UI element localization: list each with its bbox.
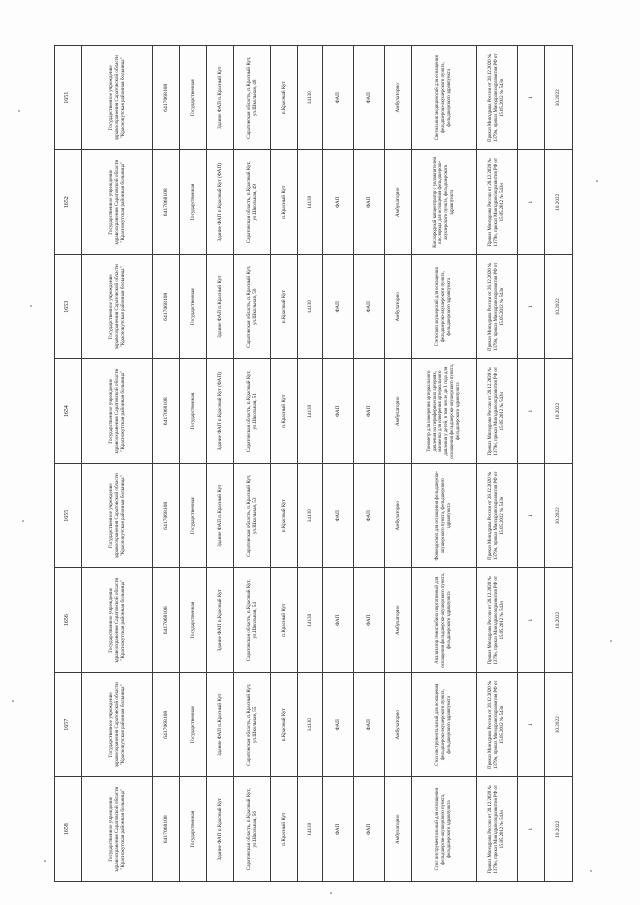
organization-name-cell: Государственное учреждение здравоохранения Саратовской области "Краснокутская районная больница" <box>82 255 153 360</box>
table-row-inn-number <box>153 46 180 882</box>
code-cell: 14130 <box>298 568 323 673</box>
locality-cell: п.Красный Кут <box>271 464 298 569</box>
address-cell: Саратовская область, п.Красный Кут, ул.Школьная, 54 <box>234 568 271 673</box>
table-row-quantity <box>518 46 545 882</box>
date-cell: 10.2022 <box>545 777 573 882</box>
inn-number-cell: 6417068108 <box>153 568 180 673</box>
organization-name-cell: Государственное учреждение здравоохранения Саратовской области "Краснокутская районная больница" <box>82 568 153 673</box>
table-row-regulation <box>477 46 518 882</box>
table-row-ownership-type <box>180 46 207 882</box>
care-kind-cell: Амбулаторно <box>385 46 412 151</box>
quantity-cell: 1 <box>518 464 545 569</box>
facility-subtype-cell: ФАП <box>354 359 385 464</box>
table-row-building-name <box>207 46 234 882</box>
regulation-cell: Приказ Минздрава России от 28.12.2020 № 1379н, приказ Минздравсоцразвития РФ от 15.05.2012 № 543н <box>477 777 518 882</box>
regulation-cell: Приказ Минздрава России от 28.12.2020 № 1379н, приказ Минздравсоцразвития РФ от 15.05.2012 № 543н <box>477 46 518 151</box>
equipment-description-cell: Фонендоскоп для оснащения фельдшерско-акушерского пункта, фельдшерского здравпункта <box>412 464 477 569</box>
address-cell: Саратовская область, п.Красный Кут, ул.Школьная, 48 <box>234 46 271 151</box>
building-name-cell: Здание ФАП п.Красный Кут (ФАП) <box>207 150 234 255</box>
care-kind-cell: Амбулаторно <box>385 150 412 255</box>
record-number-cell: 1655 <box>55 464 82 569</box>
facility-subtype-cell: ФАП <box>354 150 385 255</box>
date-cell: 10.2022 <box>545 568 573 673</box>
facility-type-cell: ФАП <box>323 464 354 569</box>
inn-number-cell: 6417068108 <box>153 150 180 255</box>
inn-number-cell: 6417068108 <box>153 359 180 464</box>
building-name-cell: Здание ФАП п.Красный Кут <box>207 673 234 778</box>
inn-number-cell: 6417068108 <box>153 255 180 360</box>
care-kind-cell: Амбулаторно <box>385 673 412 778</box>
quantity-cell: 1 <box>518 255 545 360</box>
code-cell: 14130 <box>298 673 323 778</box>
date-cell: 10.2022 <box>545 255 573 360</box>
record-number-cell: 1651 <box>55 46 82 151</box>
building-name-cell: Здание ФАП п.Красный Кут <box>207 568 234 673</box>
table-row-code <box>298 46 323 882</box>
address-cell: Саратовская область, п.Красный Кут, ул.Школьная, 53 <box>234 464 271 569</box>
facility-subtype-cell: ФАП <box>354 255 385 360</box>
care-kind-cell: Амбулаторно <box>385 464 412 569</box>
facility-type-cell: ФАП <box>323 150 354 255</box>
date-cell: 10.2022 <box>545 359 573 464</box>
code-cell: 14130 <box>298 150 323 255</box>
quantity-cell: 1 <box>518 46 545 151</box>
regulation-cell: Приказ Минздрава России от 28.12.2020 № 1379н, приказ Минздравсоцразвития РФ от 15.05.2012 № 543н <box>477 150 518 255</box>
facility-type-cell: ФАП <box>323 255 354 360</box>
scan-speck <box>330 892 332 894</box>
care-kind-cell: Амбулаторно <box>385 568 412 673</box>
locality-cell: п.Красный Кут <box>271 673 298 778</box>
locality-cell: п.Красный Кут <box>271 255 298 360</box>
care-kind-cell: Амбулаторно <box>385 255 412 360</box>
facility-subtype-cell: ФАП <box>354 777 385 882</box>
ownership-type-cell: Государственная <box>180 777 207 882</box>
equipment-description-cell: Анализатор гемоглобина портативный для оснащения фельдшерско-акушерского пункта, фельдшерского здравпункта <box>412 568 477 673</box>
inn-number-cell: 6417068108 <box>153 673 180 778</box>
regulation-cell: Приказ Минздрава России от 28.12.2020 № 1379н, приказ Минздравсоцразвития РФ от 15.05.2012 № 543н <box>477 464 518 569</box>
date-cell: 10.2022 <box>545 464 573 569</box>
record-number-cell: 1656 <box>55 568 82 673</box>
regulation-cell: Приказ Минздрава России от 28.12.2020 № 1379н, приказ Минздравсоцразвития РФ от 15.05.2012 № 543н <box>477 359 518 464</box>
regulation-cell: Приказ Минздрава России от 28.12.2020 № 1379н, приказ Минздравсоцразвития РФ от 15.05.2012 № 543н <box>477 255 518 360</box>
code-cell: 14130 <box>298 777 323 882</box>
quantity-cell: 1 <box>518 777 545 882</box>
address-cell: Саратовская область, п.Красный Кут, ул.Школьная, 49 <box>234 150 271 255</box>
rotated-table-viewport <box>54 45 562 882</box>
locality-cell: п.Красный Кут <box>271 568 298 673</box>
code-cell: 14130 <box>298 464 323 569</box>
code-cell: 14130 <box>298 46 323 151</box>
locality-cell: п.Красный Кут <box>271 46 298 151</box>
address-cell: Саратовская область, п.Красный Кут, ул.Школьная, 51 <box>234 359 271 464</box>
quantity-cell: 1 <box>518 359 545 464</box>
equipment-description-cell: Тонометр для измерения артериального давления на периферических артериях, манжетка для измерения артериального давления у детей, в том числе до 1 года для оснащения фельдшерско-акушерского пункта, фельдшерского здравпункта <box>412 359 477 464</box>
equipment-description-cell: Светильник медицинский для оснащения фельдшерско-акушерского пункта, фельдшерского здравпункта <box>412 46 477 151</box>
locality-cell: п.Красный Кут <box>271 359 298 464</box>
organization-name-cell: Государственное учреждение здравоохранения Саратовской области "Краснокутская районная больница" <box>82 464 153 569</box>
date-cell: 10.2022 <box>545 673 573 778</box>
date-cell: 10.2022 <box>545 46 573 151</box>
equipment-description-cell: Стол инструментальный для оснащения фельдшерско-акушерского пункта, фельдшерского здравпункта <box>412 777 477 882</box>
organization-name-cell: Государственное учреждение здравоохранения Саратовской области "Краснокутская районная больница" <box>82 777 153 882</box>
address-cell: Саратовская область, п.Красный Кут, ул.Школьная, 55 <box>234 673 271 778</box>
record-number-cell: 1652 <box>55 150 82 255</box>
care-kind-cell: Амбулаторно <box>385 359 412 464</box>
record-number-cell: 1657 <box>55 673 82 778</box>
table-row-record-number <box>55 46 82 882</box>
table-row-organization-name <box>82 46 153 882</box>
organization-name-cell: Государственное учреждение здравоохранения Саратовской области "Краснокутская районная больница" <box>82 46 153 151</box>
quantity-cell: 1 <box>518 568 545 673</box>
building-name-cell: Здание ФАП п.Красный Кут <box>207 777 234 882</box>
ownership-type-cell: Государственная <box>180 150 207 255</box>
equipment-description-cell: Стетоскоп акушерский для оснащения фельдшерско-акушерского пункта, фельдшерского здравпункта <box>412 255 477 360</box>
ownership-type-cell: Государственная <box>180 359 207 464</box>
equipment-table <box>54 45 573 882</box>
record-number-cell: 1654 <box>55 359 82 464</box>
facility-type-cell: ФАП <box>323 568 354 673</box>
care-kind-cell: Амбулаторно <box>385 777 412 882</box>
building-name-cell: Здание ФАП п.Красный Кут <box>207 46 234 151</box>
regulation-cell: Приказ Минздрава России от 28.12.2020 № 1379н, приказ Минздравсоцразвития РФ от 15.05.2012 № 543н <box>477 568 518 673</box>
scan-speck <box>22 520 24 522</box>
facility-subtype-cell: ФАП <box>354 46 385 151</box>
inn-number-cell: 6417068108 <box>153 464 180 569</box>
ownership-type-cell: Государственная <box>180 673 207 778</box>
scan-speck <box>596 180 598 182</box>
facility-type-cell: ФАП <box>323 359 354 464</box>
organization-name-cell: Государственное учреждение здравоохранения Саратовской области "Краснокутская районная больница" <box>82 359 153 464</box>
table-row-facility-subtype <box>354 46 385 882</box>
building-name-cell: Здание ФАП п.Красный Кут (ФАП) <box>207 359 234 464</box>
table-row-locality <box>271 46 298 882</box>
equipment-description-cell: Кислородный концентратор с увлажнителем кислорода для оснащения фельдшерско-акушерского пункта, фельдшерского здравпункта <box>412 150 477 255</box>
ownership-type-cell: Государственная <box>180 255 207 360</box>
record-number-cell: 1658 <box>55 777 82 882</box>
quantity-cell: 1 <box>518 150 545 255</box>
table-row-care-kind <box>385 46 412 882</box>
scan-speck <box>590 870 592 872</box>
scan-speck <box>12 700 14 702</box>
table-row-facility-type <box>323 46 354 882</box>
address-cell: Саратовская область, п.Красный Кут, ул.Школьная, 50 <box>234 255 271 360</box>
regulation-cell: Приказ Минздрава России от 28.12.2020 № 1379н, приказ Минздравсоцразвития РФ от 15.05.2012 № 543н <box>477 673 518 778</box>
inn-number-cell: 6417068108 <box>153 777 180 882</box>
code-cell: 14130 <box>298 359 323 464</box>
facility-type-cell: ФАП <box>323 673 354 778</box>
scan-speck <box>610 640 612 642</box>
quantity-cell: 1 <box>518 673 545 778</box>
scan-speck <box>30 305 32 307</box>
address-cell: Саратовская область, п.Красный Кут, ул.Школьная, 56 <box>234 777 271 882</box>
scan-speck <box>18 110 20 112</box>
inn-number-cell: 6417068108 <box>153 46 180 151</box>
scan-speck <box>44 860 46 862</box>
building-name-cell: Здание ФАП п.Красный Кут <box>207 255 234 360</box>
facility-subtype-cell: ФАП <box>354 464 385 569</box>
record-number-cell: 1653 <box>55 255 82 360</box>
locality-cell: п.Красный Кут <box>271 150 298 255</box>
equipment-description-cell: Стол инструментальный для оснащения фельдшерско-акушерского пункта, фельдшерского здравпункта <box>412 673 477 778</box>
ownership-type-cell: Государственная <box>180 46 207 151</box>
rotated-table-frame <box>54 45 562 882</box>
date-cell: 10.2022 <box>545 150 573 255</box>
organization-name-cell: Государственное учреждение здравоохранения Саратовской области "Краснокутская районная больница" <box>82 150 153 255</box>
table-row-equipment-description <box>412 46 477 882</box>
facility-subtype-cell: ФАП <box>354 568 385 673</box>
code-cell: 14130 <box>298 255 323 360</box>
facility-type-cell: ФАП <box>323 46 354 151</box>
ownership-type-cell: Государственная <box>180 464 207 569</box>
organization-name-cell: Государственное учреждение здравоохранения Саратовской области "Краснокутская районная больница" <box>82 673 153 778</box>
table-row-address <box>234 46 271 882</box>
facility-type-cell: ФАП <box>323 777 354 882</box>
ownership-type-cell: Государственная <box>180 568 207 673</box>
facility-subtype-cell: ФАП <box>354 673 385 778</box>
locality-cell: п.Красный Кут <box>271 777 298 882</box>
table-row-date <box>545 46 573 882</box>
building-name-cell: Здание ФАП п.Красный Кут <box>207 464 234 569</box>
